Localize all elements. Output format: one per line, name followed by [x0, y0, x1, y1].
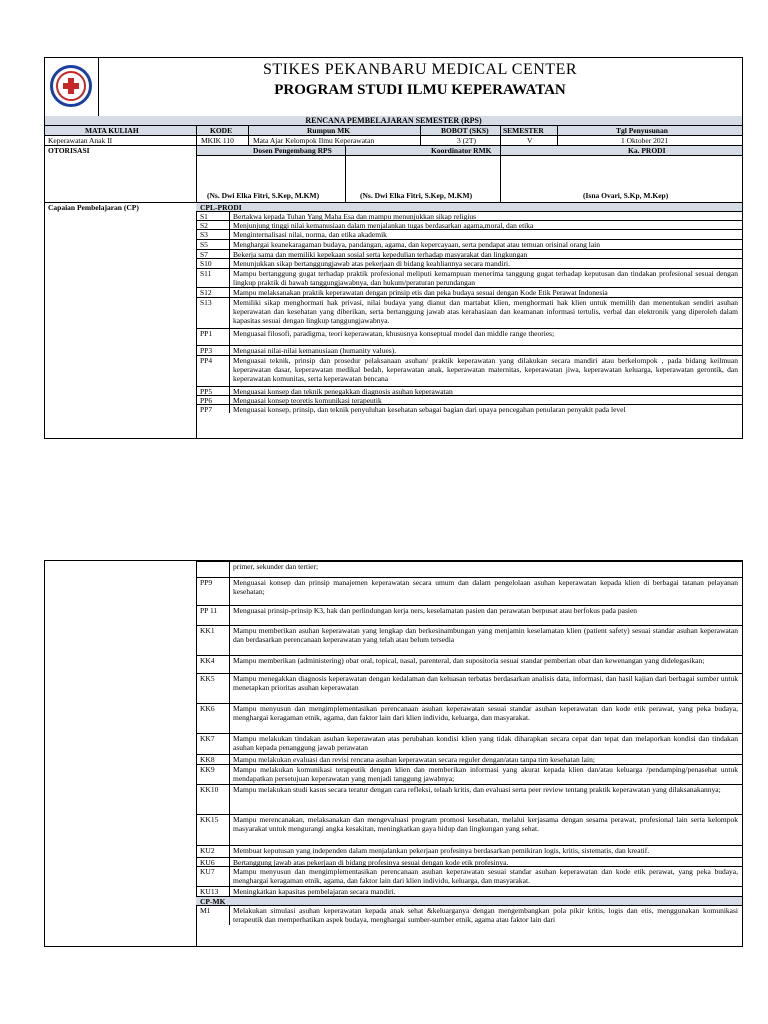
- cp-code: KK6: [200, 704, 215, 713]
- cp-code: KK1: [200, 626, 215, 635]
- cp-code: S5: [200, 240, 208, 249]
- cp-row: [196, 561, 742, 577]
- cp-text: Menginternalisasi nilai, norma, dan etika akademik: [233, 230, 387, 239]
- cp-row: [196, 355, 742, 386]
- cp-row: [196, 220, 742, 229]
- otorisasi-h2: Koordinator RMK: [431, 146, 492, 155]
- cp-text: Mampu melakukan komunikasi terapeutik dengan klien dan memberikan informasi yang akurat kepada klien dan/atau keluarga /pendamping/penasehat untuk mendapatkan persetujuan keperawatan yang menjadi tanggung jawabnya;: [233, 765, 738, 783]
- cp-row: [196, 784, 742, 814]
- cp-text: Menguasai prinsip-prinsip K3, hak dan perlindungan kerja ners, keselamatan pasien dan perawatan berpusat atau berfokus pada pasien: [233, 606, 638, 615]
- cp-code: M1: [200, 906, 211, 915]
- cp-code: KU6: [200, 858, 215, 867]
- cp-text: Menjunjung tinggi nilai kemanusiaan dalam menjalankan tugas berdasarkan agama,moral, dan etika: [233, 221, 534, 230]
- cp-code: KK9: [200, 765, 215, 774]
- cp-code: KK7: [200, 734, 215, 743]
- program-name: PROGRAM STUDI ILMU KEPERAWATAN: [274, 82, 566, 98]
- cp-code: PP5: [200, 387, 213, 396]
- cp-row: [196, 655, 742, 673]
- cp-code: S11: [200, 269, 212, 278]
- cp-row: [196, 395, 742, 404]
- otorisasi-n1: (Ns. Dwi Elka Fitri, S.Kep, M.KM): [207, 191, 320, 200]
- otorisasi-h3: Ka. PRODI: [628, 146, 666, 155]
- cp-row: [196, 577, 742, 605]
- col-kode: KODE: [210, 126, 233, 135]
- cp-row: [196, 229, 742, 239]
- cp-row: [196, 211, 742, 220]
- cp-text: Mampu menyusun dan mengimplementasikan perencanaan asuhan keperawatan sesuai standar asuhan keperawatan dan kode etik perawat, yang peka budaya, menghargai keragaman etnik, agama, dan faktor lain dari klien individu, keluarga, dan masyarakat.: [233, 867, 738, 885]
- cp-text: Mampu bertanggung gugat terhadap praktik profesional meliputi kemampuan menerima tanggung gugat terhadap keputusan dan tindakan profesional sesuai dengan lingkup praktik di bawah tanggungjawabnya, dan hukum/peraturan perundangan: [233, 269, 738, 287]
- logo-cell: [45, 58, 99, 116]
- section-cp-mk: CP-MK: [196, 896, 742, 905]
- cp-label: Capaian Pembelajaran (CP): [48, 203, 139, 212]
- cp-code: KU13: [200, 887, 219, 896]
- cp-text: Menguasai filosofi, paradigma, teori keperawatan, khususnya konseptual model dan middle range theories;: [233, 329, 555, 338]
- val-kode: MKIK 110: [201, 136, 234, 145]
- cp-row: [196, 905, 742, 925]
- cp-row: [196, 386, 742, 395]
- otorisasi-h1: Dosen Pengembang RPS: [253, 146, 332, 155]
- cp-text: Membuat keputusan yang independen dalam menjalankan pekerjaan profesinya berdasarkan pemikiran logis, kritis, sistematis, dan kreatif.: [233, 846, 650, 855]
- institution-name: STIKES PEKANBARU MEDICAL CENTER: [262, 61, 578, 78]
- otorisasi-n3: (Isna Ovari, S.Kp, M.Kep): [583, 191, 669, 200]
- val-bobot: 3 (2T): [457, 136, 476, 145]
- col-rumpun: Rumpun MK: [307, 126, 351, 135]
- cp-row: [196, 886, 742, 896]
- cp-code: KU7: [200, 867, 215, 876]
- cp-code: KK5: [200, 674, 215, 683]
- cp-text: Bekerja sama dan memiliki kepekaan sosial serta kepedulian terhadap masyarakat dan lingkungan: [233, 250, 528, 259]
- doc-title: RENCANA PEMBELAJARAN SEMESTER (RPS): [45, 116, 742, 126]
- cp-text: Menguasai konsep, prinsip, dan teknik penyuluhan kesehatan sebagai bagian dari upaya pencegahan penularan penyakit pada level: [233, 405, 626, 414]
- cp-text: Mampu melakukan studi kasus secara teratur dengan cara refleksi, telaah kritis, dan evaluasi serta peer review tentang praktik keperawatan yang dilaksanakannya;: [233, 785, 721, 794]
- cp-row: [196, 239, 742, 249]
- cp-text: Mampu memberikan asuhan keperawatan yang lengkap dan berkesinambungan yang menjamin keselamatan klien (patient safety) sesuai standar asuhan keperawatan dan berdasarkan perencanaan keperawatan yang telah atau belum tersedia: [233, 626, 738, 644]
- col-bobot: BOBOT (SKS): [441, 126, 489, 135]
- cp-row: [196, 297, 742, 328]
- cp-text: Mampu melaksanakan praktik keperawatan dengan prinsip etis dan peka budaya sesuai dengan Kode Etik Perawat Indonesia: [233, 288, 608, 297]
- cp-code: KK8: [200, 755, 215, 764]
- cp-row: [196, 814, 742, 845]
- cp-row: [196, 703, 742, 733]
- val-tgl: 1 Oktober 2021: [621, 136, 669, 145]
- cp-text: Bertanggung jawab atas pekerjaan di bidang profesinya sesuai dengan kode etik profesinya.: [233, 858, 509, 867]
- document-header: [45, 58, 742, 117]
- section-cpl-prodi: CPL-PRODI: [196, 202, 742, 211]
- rps-page-1: [44, 57, 743, 439]
- cp-text: Mampu menyusun dan mengimplementasikan perencanaan asuhan keperawatan sesuai standar asuhan keperawatan dan kode etik perawat, yang peka budaya, menghargai keragaman etnik, agama, dan faktor lain dari klien individu, keluarga, dan masyarakat.: [233, 704, 738, 722]
- cp-code: KK10: [200, 785, 219, 794]
- cp-row: [196, 673, 742, 703]
- cp-row: [196, 258, 742, 268]
- cp-text: Bertakwa kepada Tuhan Yang Maha Esa dan mampu menunjukkan sikap religius: [233, 212, 477, 221]
- cp-text: Menguasai teknik, prinsip dan prosedur pelaksanaan asuhan/ praktik keperawatan yang dilakukan secara mandiri atau berkelompok , pada bidang keilmuan keperawatan dasar, keperawatan medikal bedah, keperawatan anak, keperawatan maternitas, keperawatan jiwa, keperawatan keluarga, keperawatan gerontik, dan keperawatan komunitas, serta keperawatan bencana: [233, 356, 738, 383]
- cp-row: [196, 328, 742, 345]
- cp-code: S12: [200, 288, 212, 297]
- cp-text: Menguasai konsep dan teknik penegakkan diagnosis asuhan keperawatan: [233, 387, 453, 396]
- val-mk: Keperawatan Anak II: [48, 136, 113, 145]
- cp-text: Menghargai keanekaragaman budaya, pandangan, agama, dan kepercayaan, serta pendapat atau temuan orisinal orang lain: [233, 240, 600, 249]
- cp-code: S10: [200, 259, 212, 268]
- institution-logo-icon: [50, 65, 92, 107]
- cp-code: PP3: [200, 346, 213, 355]
- cp-text: Melakukan simulasi asuhan keperawatan kepada anak sehat &keluarganya dengan mengembangkan pola pikir kritis, logis dan etis, menggunakan komunikasi terapeutik dan memperhatikan aspek budaya, menghargai sumber-sumber etnik, agama atau faktor lain dari: [233, 906, 738, 924]
- col-mk: MATA KULIAH: [85, 126, 139, 135]
- cp-text: Menguasai konsep teoretis komunikasi terapeutik: [233, 396, 382, 405]
- cp-code: S2: [200, 221, 208, 230]
- cp-row: [196, 625, 742, 655]
- cp-text: Mampu melakukan tindakan asuhan keperawatan atas perubahan kondisi klien yang tidak diharapkan secara cepat dan tepat dan melaporkan kondisi dan tindakan asuhan kepada penanggung jawab perawatan: [233, 734, 738, 752]
- cp-code: PP1: [200, 329, 213, 338]
- cp-row: [196, 287, 742, 297]
- cp-row: [196, 857, 742, 866]
- cp-row: [196, 268, 742, 287]
- cp-code: S1: [200, 212, 208, 221]
- col-semester: SEMESTER: [503, 126, 544, 135]
- cp-code: KU2: [200, 846, 215, 855]
- otorisasi-label: OTORISASI: [48, 146, 90, 155]
- cp-code: PP6: [200, 396, 213, 405]
- cp-text: Mampu memberikan (administering) obat oral, topical, nasal, parenteral, dan supositoria sesuai standar pemberian obat dan kewenangan yang didelegasikan;: [233, 656, 705, 665]
- cp-text: Menguasai nilai-nilai kemanusiaan (humanity values).: [233, 346, 397, 355]
- cp-row: [196, 605, 742, 625]
- cp-text: Mampu melakukan evaluasi dan revisi rencana asuhan keperawatan secara reguler dengan/atau tanpa tim kesehatan lain;: [233, 755, 595, 764]
- cp-row: [196, 866, 742, 886]
- cp-code: KK4: [200, 656, 215, 665]
- cp-code: S3: [200, 230, 208, 239]
- val-semester: V: [527, 136, 533, 145]
- cp-row: [196, 345, 742, 355]
- cp-code: S7: [200, 250, 208, 259]
- cp-row: [196, 249, 742, 258]
- cp-text: Menunjukkan sikap bertanggungjawab atas pekerjaan di bidang keahliannya secara mandiri.: [233, 259, 510, 268]
- cp-row: [196, 404, 742, 413]
- cp-code: KK15: [200, 815, 219, 824]
- cp-code: PP 11: [200, 606, 218, 615]
- cp-row: [196, 733, 742, 754]
- cp-code: PP7: [200, 405, 213, 414]
- cp-text: Meningkatkan kapasitas pembelajaran secara mandiri.: [233, 887, 396, 896]
- cp-row: [196, 754, 742, 764]
- rps-page-2: [44, 560, 743, 947]
- cp-text: Menguasai konsep dan prinsip manajemen keperawatan secara umum dan dalam pengelolaan asuhan keperawatan kepada klien di berbagai tatanan pelayanan kesehatan;: [233, 578, 738, 596]
- cp-text: Memiliki sikap menghormati hak privasi, nilai budaya yang dianut dan martabat klien, menghormati hak klien untuk memilih dan menentukan sendiri asuhan keperawatan dan kesehatan yang diberikan, serta bertanggung jawab atas kerahasiaan dan keamanan informasi tertulis, verbal dan elektronik yang diperoleh dalam kapasitas sesuai dengan lingkup tanggungjawabnya.: [233, 298, 738, 325]
- cp-text: Mampu merencanakan, melaksanakan dan mengevaluasi program promosi kesehatan, melalui kerjasama dengan sesama perawat, profesional lain serta kelompok masyarakat untuk mengurangi angka kesakitan, meningkatkan gaya hidup dan lingkungan yang sehat.: [233, 815, 738, 833]
- cp-row: [196, 845, 742, 857]
- cp-text: Mampu menegakkan diagnosis keperawatan dengan kedalaman dan keluasan terbatas berdasarkan analisis data, informasi, dan hasil kajian dari berbagai sumber untuk menetapkan prioritas asuhan keperawatan: [233, 674, 738, 692]
- cp-code: PP4: [200, 356, 213, 365]
- cp-text: primer, sekunder dan tertier;: [233, 562, 319, 571]
- cp-row: [196, 764, 742, 784]
- val-rumpun: Mata Ajar Kelompok Ilmu Keperawatan: [253, 136, 375, 145]
- otorisasi-n2: (Ns. Dwi Elka Fitri, S.Kep, M.KM): [360, 191, 473, 200]
- cp-code: PP9: [200, 578, 213, 587]
- cp-code: S13: [200, 298, 212, 307]
- col-tgl: Tgl Penyusunan: [616, 126, 668, 135]
